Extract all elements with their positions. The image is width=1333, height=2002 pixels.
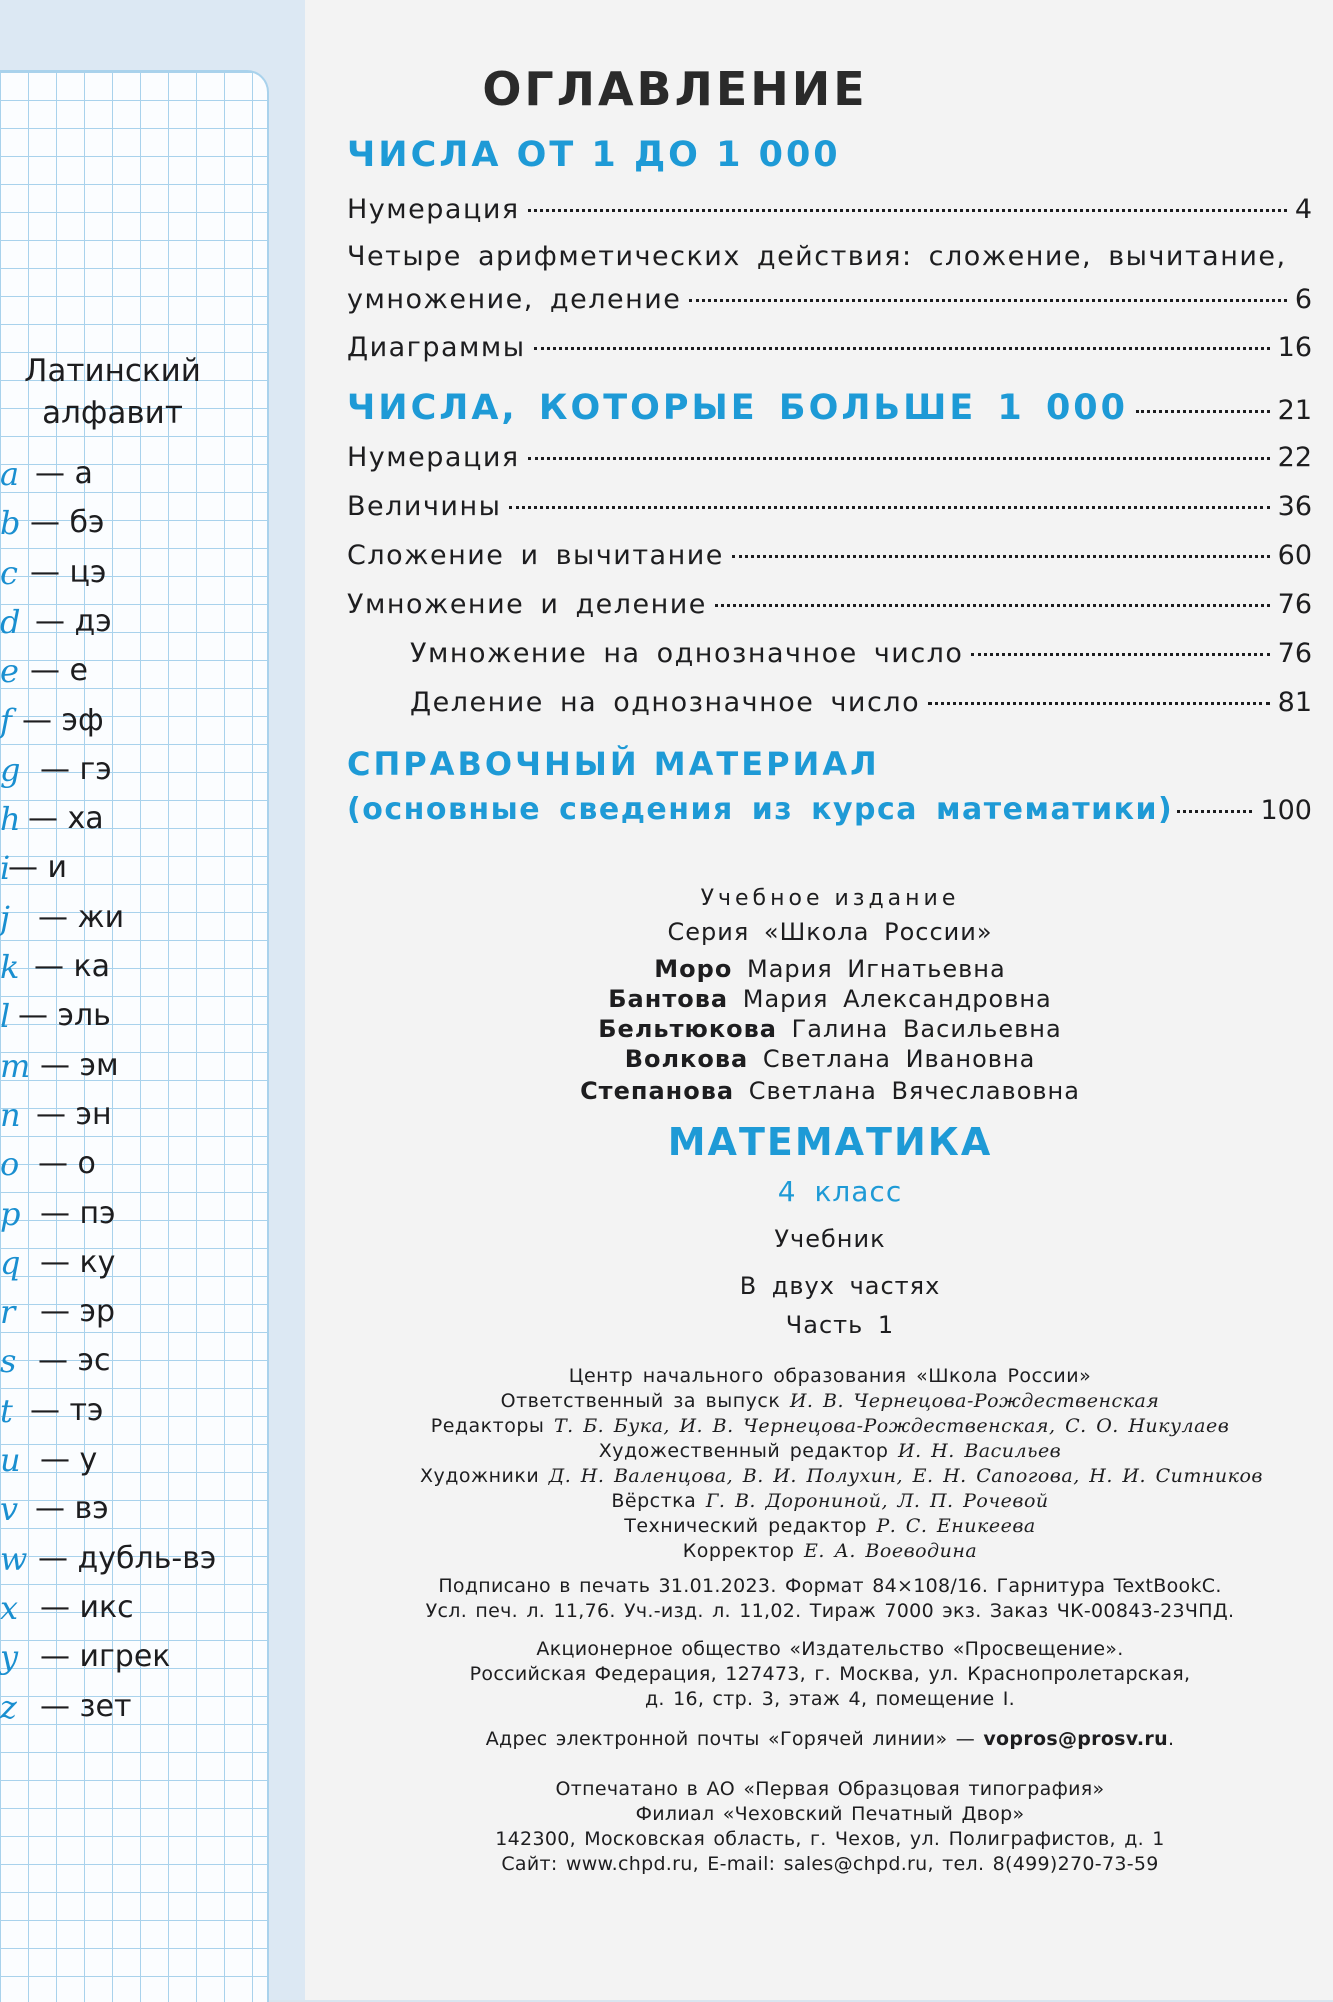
letter-pronunciation: — цэ: [30, 554, 107, 590]
alphabet-row: [0, 1586, 290, 1630]
letter-pronunciation: — ку: [40, 1244, 116, 1280]
latin-letter: h: [0, 800, 21, 839]
letter-pronunciation: — гэ: [40, 751, 112, 787]
section2-heading-row: [347, 388, 1312, 434]
latin-letter: o: [0, 1145, 20, 1184]
alphabet-row: [0, 1389, 290, 1433]
latin-letter: y: [0, 1638, 19, 1677]
alphabet-title-line2: алфавит: [42, 395, 183, 431]
author-name: Светлана Вячеславовна: [748, 1077, 1080, 1105]
letter-pronunciation: — жи: [38, 899, 125, 935]
toc-item-page: 76: [1277, 589, 1312, 620]
latin-letter: w: [0, 1539, 28, 1578]
letter-pronunciation: — дубль-вэ: [38, 1540, 217, 1576]
toc-item-text: Деление на однозначное число: [410, 687, 921, 718]
credit-value: Е. А. Воеводина: [804, 1540, 978, 1562]
author-surname: Волкова: [624, 1045, 749, 1073]
section1-heading: ЧИСЛА ОТ 1 ДО 1 000: [347, 135, 841, 175]
printer-line: Филиал «Чеховский Печатный Двор»: [635, 1803, 1025, 1825]
toc-item-page: 36: [1277, 491, 1312, 522]
toc-item-text: Нумерация: [347, 194, 520, 225]
credit-value: Р. С. Еникеева: [876, 1515, 1036, 1537]
latin-letter: s: [0, 1342, 17, 1381]
author-line: [420, 1077, 1240, 1105]
alphabet-row: [0, 1339, 290, 1383]
alphabet-row: [0, 945, 290, 989]
letter-pronunciation: — эль: [18, 998, 111, 1034]
alphabet-row: [0, 1487, 290, 1531]
letter-pronunciation: — эн: [36, 1096, 112, 1132]
toc-item-text: Умножение на однозначное число: [410, 638, 964, 669]
author-line: [420, 1015, 1240, 1043]
section2-heading: ЧИСЛА, КОТОРЫЕ БОЛЬШЕ 1 000: [347, 388, 1129, 428]
toc-item-text: Умножение и деление: [347, 589, 707, 620]
author-line: [420, 985, 1240, 1013]
latin-letter: c: [0, 553, 18, 592]
toc-item-text: Сложение и вычитание: [347, 540, 724, 571]
part-number: Часть 1: [785, 1311, 895, 1339]
toc-item: [347, 190, 1312, 230]
latin-letter: k: [0, 948, 20, 986]
alphabet-row: [0, 551, 290, 595]
credit-label: Технический редактор: [624, 1515, 867, 1537]
latin-letter: m: [0, 1046, 31, 1085]
alphabet-title-line1: Латинский: [24, 353, 201, 389]
alphabet-row: [0, 1044, 290, 1088]
leader-dots: [732, 555, 1270, 558]
toc-item-page: 4: [1294, 194, 1312, 225]
leader-dots: [1136, 410, 1270, 413]
leader-dots: [928, 702, 1270, 705]
toc-item: [347, 536, 1312, 576]
hotline-label: Адрес электронной почты «Горячей линии» —: [485, 1728, 976, 1750]
toc-item-page: 81: [1277, 687, 1312, 718]
leader-dots: [689, 299, 1286, 302]
author-surname: Бельтюкова: [598, 1015, 777, 1043]
letter-pronunciation: — эф: [22, 702, 104, 738]
alphabet-row: [0, 994, 290, 1038]
credit-line: [420, 1415, 1240, 1437]
latin-letter: v: [0, 1490, 19, 1529]
leader-dots: [509, 506, 1269, 509]
latin-letter: i: [0, 849, 11, 888]
latin-letter: z: [0, 1687, 17, 1726]
grade: 4 класс: [777, 1175, 903, 1208]
author-surname: Моро: [654, 955, 733, 983]
credit-line: [420, 1390, 1240, 1412]
credit-label: Художники: [420, 1465, 540, 1487]
leader-dots: [528, 209, 1287, 212]
toc-item-page: 16: [1277, 332, 1312, 363]
latin-letter: x: [0, 1588, 19, 1627]
alphabet-row: [0, 1142, 290, 1186]
leader-dots: [534, 347, 1270, 350]
toc-item-text: Диаграммы: [347, 332, 526, 363]
latin-letter: n: [0, 1095, 21, 1134]
credit-line: [420, 1465, 1263, 1487]
credit-line: [420, 1490, 1240, 1512]
letter-pronunciation: — ха: [28, 801, 104, 837]
toc-item-text: умножение, деление: [347, 284, 682, 315]
latin-letter: t: [0, 1391, 13, 1430]
publisher-line: Акционерное общество «Издательство «Просвещение».: [536, 1638, 1124, 1660]
edition-type: Учебное издание: [700, 886, 960, 911]
latin-letter: a: [0, 455, 20, 493]
toc-item-text: Нумерация: [347, 442, 520, 473]
credit-value: И. Н. Васильев: [898, 1440, 1062, 1462]
alphabet-row: [0, 1537, 290, 1581]
alphabet-row: [0, 600, 290, 644]
credit-label: Ответственный за выпуск: [500, 1390, 781, 1412]
credit-line: [420, 1540, 1240, 1562]
alphabet-row: [0, 748, 290, 792]
alphabet-row: [0, 1438, 290, 1482]
letter-pronunciation: — бэ: [30, 505, 105, 541]
credit-line: [420, 1440, 1240, 1462]
letter-pronunciation: — зет: [40, 1688, 132, 1724]
letter-pronunciation: — у: [40, 1442, 98, 1477]
letter-pronunciation: — эр: [40, 1294, 116, 1330]
author-name: Мария Игнатьевна: [746, 955, 1006, 983]
printer-line: 142300, Московская область, г. Чехов, ул. Полиграфистов, д. 1: [495, 1828, 1165, 1850]
series: Серия «Школа России»: [667, 918, 993, 946]
alphabet-row: [0, 1192, 290, 1236]
toc-title: ОГЛАВЛЕНИЕ: [482, 62, 868, 116]
alphabet-row: [0, 797, 290, 841]
letter-pronunciation: — эс: [38, 1343, 111, 1379]
book-kind: Учебник: [774, 1225, 886, 1253]
author-name: Мария Александровна: [742, 985, 1052, 1013]
toc-item-page: 76: [1277, 638, 1312, 669]
toc-item-page: 22: [1277, 442, 1312, 473]
credit-label: Редакторы: [430, 1415, 545, 1437]
leader-dots: [715, 604, 1270, 607]
alphabet-row: [0, 1635, 290, 1679]
alphabet-row: [0, 501, 290, 545]
credit-label: Художественный редактор: [598, 1440, 889, 1462]
letter-pronunciation: — вэ: [35, 1491, 109, 1527]
latin-letter: j: [0, 898, 10, 937]
latin-letter: e: [0, 652, 19, 691]
latin-letter: f: [0, 701, 12, 740]
letter-pronunciation: — ка: [34, 949, 111, 984]
toc-item: [347, 328, 1312, 368]
letter-pronunciation: — а: [35, 456, 93, 491]
publisher-line: Российская Федерация, 127473, г. Москва, ул. Краснопролетарская,: [469, 1663, 1191, 1685]
section3-subheading: (основные сведения из курса математики): [347, 792, 1174, 827]
toc-item: [347, 280, 1312, 320]
latin-letter: p: [0, 1194, 21, 1233]
latin-letter: u: [0, 1441, 21, 1479]
author-surname: Бантова: [608, 985, 729, 1013]
letter-pronunciation: — дэ: [35, 603, 112, 639]
toc-subitem: [410, 634, 1312, 674]
latin-letter: r: [0, 1293, 16, 1332]
print-info-line: Подписано в печать 31.01.2023. Формат 84×108/16. Гарнитура TextBookC.: [438, 1575, 1222, 1597]
latin-letter: g: [0, 750, 21, 789]
credit-value: Г. В. Дорониной, Л. П. Рочевой: [705, 1490, 1049, 1512]
author-name: Светлана Ивановна: [762, 1045, 1036, 1073]
section3-subheading-row: [347, 790, 1312, 834]
latin-letter: l: [0, 997, 11, 1036]
letter-pronunciation: — и: [8, 850, 68, 886]
publisher-line: д. 16, стр. 3, этаж 4, помещение I.: [644, 1688, 1016, 1710]
credit-value: Т. Б. Бука, И. В. Чернецова-Рождественская, С. О. Никулаев: [553, 1415, 1230, 1437]
credit-label: Корректор: [682, 1540, 795, 1562]
author-surname: Степанова: [580, 1077, 735, 1105]
section3-page: 100: [1260, 795, 1312, 826]
toc-item-page: 6: [1294, 284, 1312, 315]
toc-subitem: [410, 683, 1312, 723]
credit-line: Центр начального образования «Школа России»: [568, 1365, 1092, 1387]
hotline-email[interactable]: vopros@prosv.ru: [983, 1728, 1168, 1750]
latin-letter: q: [0, 1243, 21, 1282]
parts: В двух частях: [739, 1272, 941, 1300]
latin-letter: b: [0, 504, 21, 543]
alphabet-row: [0, 846, 290, 890]
print-info-line: Усл. печ. л. 11,76. Уч.-изд. л. 11,02. Тираж 7000 экз. Заказ ЧК-00843-23ЧПД.: [425, 1600, 1235, 1622]
toc-item-text: Четыре арифметических действия: сложение, вычитание,: [347, 241, 1287, 272]
latin-letter: d: [0, 602, 21, 641]
toc-item: [347, 585, 1312, 625]
toc-item-page: 60: [1277, 540, 1312, 571]
book-title: МАТЕМАТИКА: [667, 1120, 993, 1164]
alphabet-row: [0, 1290, 290, 1334]
letter-pronunciation: — эм: [40, 1047, 119, 1083]
letter-pronunciation: — игрек: [40, 1639, 171, 1675]
author-name: Галина Васильевна: [791, 1015, 1062, 1043]
toc-item: [347, 487, 1312, 527]
toc-item: [347, 438, 1312, 478]
credit-line: [420, 1515, 1240, 1537]
alphabet-row: [0, 896, 290, 940]
alphabet-row: [0, 649, 290, 693]
alphabet-row: [0, 1241, 290, 1285]
alphabet-row: [0, 1093, 290, 1137]
letter-pronunciation: — пэ: [40, 1195, 116, 1231]
leader-dots: [971, 653, 1269, 656]
hotline-line: [420, 1728, 1240, 1750]
leader-dots: [528, 457, 1270, 460]
letter-pronunciation: — тэ: [30, 1392, 104, 1428]
section2-page: 21: [1277, 395, 1312, 426]
left-page-strip: [0, 0, 305, 2000]
letter-pronunciation: — е: [30, 653, 88, 689]
alphabet-row: [0, 699, 290, 743]
section3-heading: СПРАВОЧНЫЙ МАТЕРИАЛ: [347, 745, 880, 783]
credit-label: Вёрстка: [611, 1490, 697, 1512]
alphabet-row: [0, 1685, 290, 1729]
hotline-end: .: [1167, 1728, 1175, 1750]
letter-pronunciation: — икс: [40, 1589, 134, 1625]
toc-item-text: Величины: [347, 491, 502, 522]
leader-dots: [1177, 810, 1252, 813]
credit-value: Д. Н. Валенцова, В. И. Полухин, Е. Н. Сапогова, Н. И. Ситников: [548, 1465, 1263, 1487]
credit-value: И. В. Чернецова-Рождественская: [789, 1390, 1160, 1412]
author-line: [420, 1045, 1240, 1073]
alphabet-row: [0, 452, 290, 496]
printer-line: Сайт: www.chpd.ru, E-mail: sales@chpd.ru, тел. 8(499)270-73-59: [501, 1853, 1159, 1875]
printer-line: Отпечатано в АО «Первая Образцовая типография»: [555, 1778, 1105, 1800]
letter-pronunciation: — о: [38, 1146, 96, 1182]
author-line: [420, 955, 1240, 983]
